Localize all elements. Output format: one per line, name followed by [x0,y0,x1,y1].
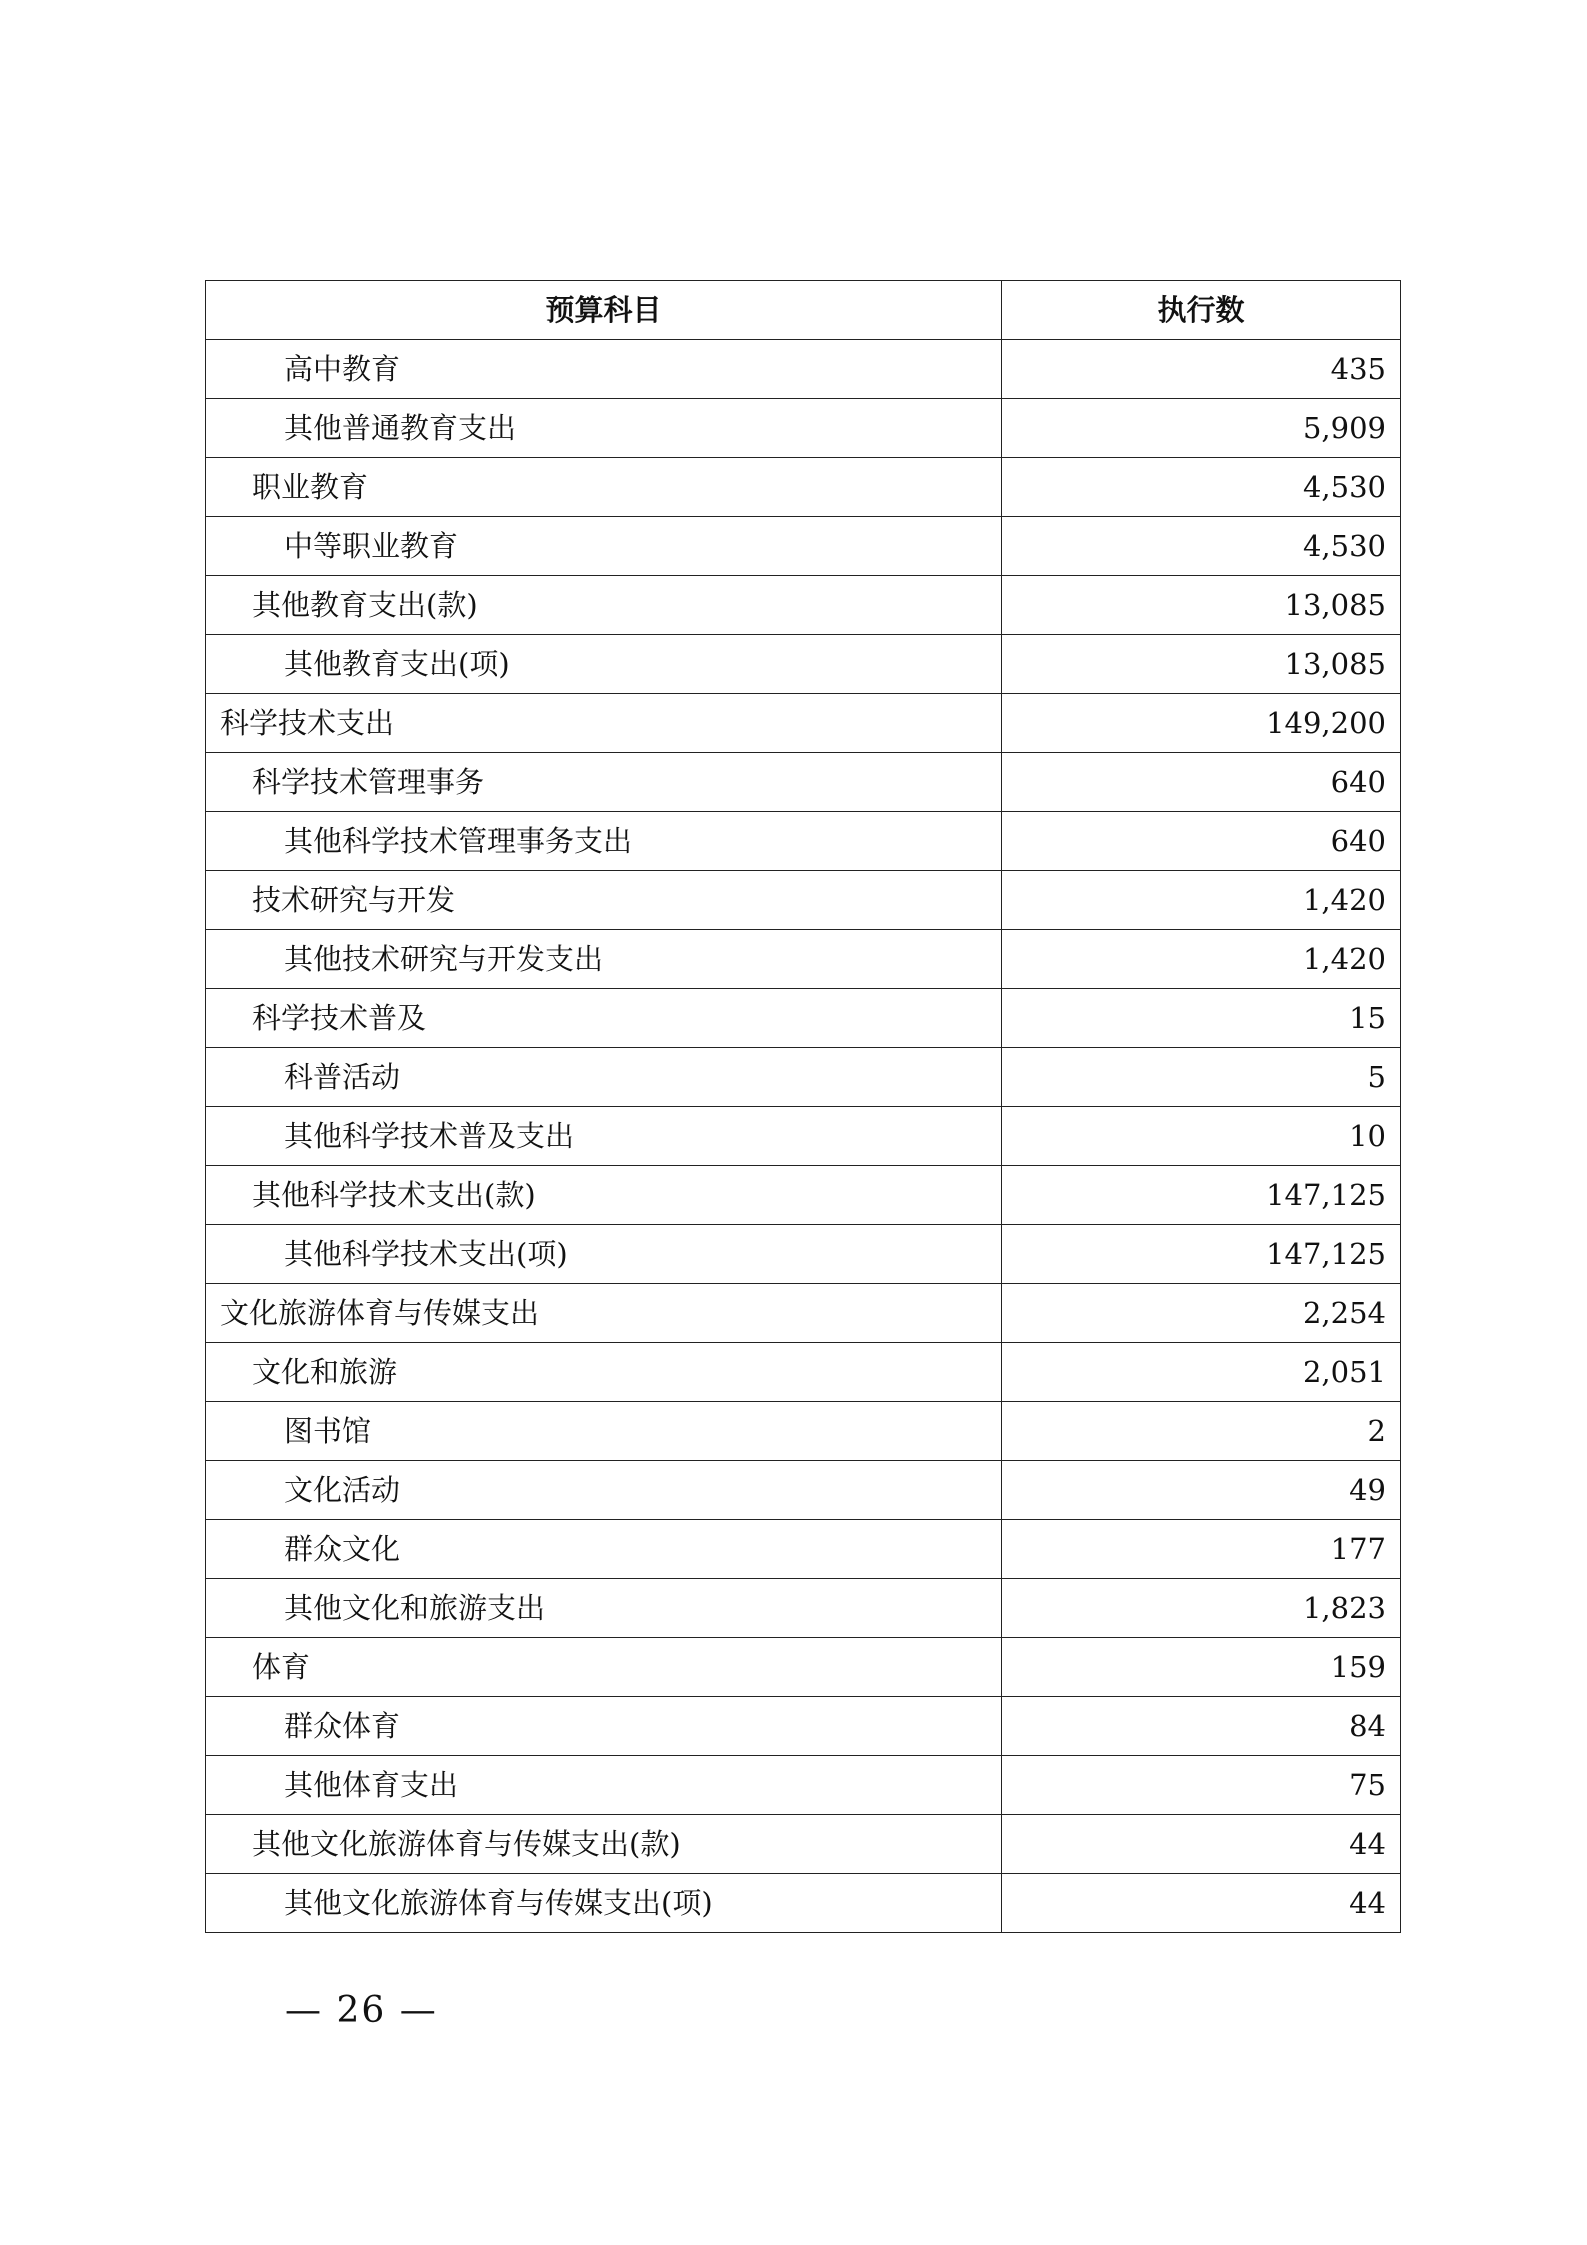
budget-subject-cell: 其他文化旅游体育与传媒支出(款) [206,1815,1002,1874]
execution-amount-cell: 13,085 [1002,635,1401,694]
budget-subject-cell: 文化活动 [206,1461,1002,1520]
table-row [206,989,1401,1048]
table-header [206,281,1401,340]
table-body [206,340,1401,1933]
execution-amount-cell: 1,823 [1002,1579,1401,1638]
budget-subject-cell: 其他普通教育支出 [206,399,1002,458]
budget-subject-cell: 科学技术普及 [206,989,1002,1048]
budget-subject-cell: 其他科学技术支出(项) [206,1225,1002,1284]
execution-amount-cell: 44 [1002,1815,1401,1874]
table-row [206,1815,1401,1874]
budget-subject-cell: 其他文化和旅游支出 [206,1579,1002,1638]
table-row [206,1048,1401,1107]
table-row [206,1520,1401,1579]
execution-amount-cell: 44 [1002,1874,1401,1933]
execution-amount-cell: 4,530 [1002,517,1401,576]
budget-subject-cell: 中等职业教育 [206,517,1002,576]
table-row [206,1756,1401,1815]
table-row [206,1343,1401,1402]
execution-amount-cell: 1,420 [1002,871,1401,930]
budget-subject-cell: 高中教育 [206,340,1002,399]
table-row [206,1284,1401,1343]
header-subject: 预算科目 [206,281,1002,340]
execution-amount-cell: 147,125 [1002,1166,1401,1225]
table-row [206,1107,1401,1166]
table-row [206,1697,1401,1756]
table-row [206,635,1401,694]
execution-amount-cell: 177 [1002,1520,1401,1579]
execution-amount-cell: 5,909 [1002,399,1401,458]
table-row [206,930,1401,989]
execution-amount-cell: 15 [1002,989,1401,1048]
execution-amount-cell: 2,254 [1002,1284,1401,1343]
execution-amount-cell: 640 [1002,812,1401,871]
budget-subject-cell: 其他技术研究与开发支出 [206,930,1002,989]
budget-subject-cell: 其他体育支出 [206,1756,1002,1815]
budget-subject-cell: 其他文化旅游体育与传媒支出(项) [206,1874,1002,1933]
budget-subject-cell: 文化和旅游 [206,1343,1002,1402]
table-row [206,871,1401,930]
budget-subject-cell: 科学技术管理事务 [206,753,1002,812]
execution-amount-cell: 4,530 [1002,458,1401,517]
execution-amount-cell: 159 [1002,1638,1401,1697]
table-row [206,1874,1401,1933]
execution-amount-cell: 149,200 [1002,694,1401,753]
budget-subject-cell: 其他科学技术支出(款) [206,1166,1002,1225]
table-row [206,812,1401,871]
execution-amount-cell: 640 [1002,753,1401,812]
table-row [206,1225,1401,1284]
budget-subject-cell: 体育 [206,1638,1002,1697]
table-row [206,1166,1401,1225]
header-row [206,281,1401,340]
table-row [206,1402,1401,1461]
budget-subject-cell: 其他科学技术管理事务支出 [206,812,1002,871]
table-row [206,340,1401,399]
budget-subject-cell: 其他教育支出(项) [206,635,1002,694]
table-row [206,753,1401,812]
execution-amount-cell: 13,085 [1002,576,1401,635]
table-row [206,399,1401,458]
table-row [206,576,1401,635]
execution-amount-cell: 75 [1002,1756,1401,1815]
execution-amount-cell: 147,125 [1002,1225,1401,1284]
budget-subject-cell: 群众文化 [206,1520,1002,1579]
execution-amount-cell: 435 [1002,340,1401,399]
table-row [206,458,1401,517]
execution-amount-cell: 5 [1002,1048,1401,1107]
table-row [206,517,1401,576]
budget-table [205,280,1401,1933]
budget-subject-cell: 职业教育 [206,458,1002,517]
execution-amount-cell: 49 [1002,1461,1401,1520]
table-row [206,1579,1401,1638]
budget-subject-cell: 科学技术支出 [206,694,1002,753]
budget-subject-cell: 群众体育 [206,1697,1002,1756]
execution-amount-cell: 2 [1002,1402,1401,1461]
execution-amount-cell: 1,420 [1002,930,1401,989]
budget-subject-cell: 其他科学技术普及支出 [206,1107,1002,1166]
page-number: — 26 — [285,1990,438,2031]
budget-subject-cell: 科普活动 [206,1048,1002,1107]
budget-subject-cell: 其他教育支出(款) [206,576,1002,635]
table-row [206,1461,1401,1520]
header-amount: 执行数 [1002,281,1401,340]
execution-amount-cell: 2,051 [1002,1343,1401,1402]
table-row [206,1638,1401,1697]
budget-subject-cell: 技术研究与开发 [206,871,1002,930]
execution-amount-cell: 10 [1002,1107,1401,1166]
execution-amount-cell: 84 [1002,1697,1401,1756]
budget-subject-cell: 文化旅游体育与传媒支出 [206,1284,1002,1343]
budget-subject-cell: 图书馆 [206,1402,1002,1461]
table-row [206,694,1401,753]
